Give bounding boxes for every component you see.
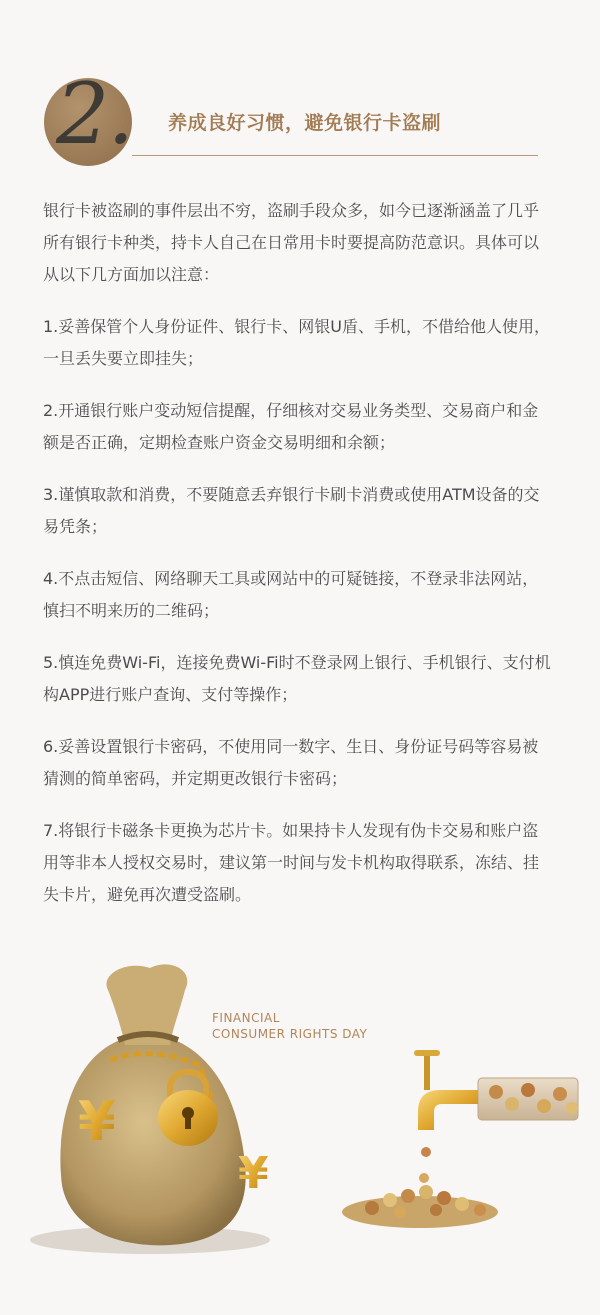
section-header: [0, 0, 600, 170]
section-title: 养成良好习惯，避免银行卡盗刷: [168, 112, 442, 134]
intro-paragraph: 银行卡被盗刷的事件层出不穷，盗刷手段众多，如今已逐渐涵盖了几乎所有银行卡种类，持卡人自己在日常用卡时要提高防范意识。具体可以从以下几方面加以注意：: [43, 201, 540, 284]
tip-3: 3.谨慎取款和消费，不要随意丢弃银行卡刷卡消费或使用ATM设备的交易凭条；: [43, 485, 540, 536]
section-number: 2.: [56, 65, 133, 163]
money-bag-illustration: [0, 955, 600, 1285]
small-yuan-icon: ¥: [238, 1148, 269, 1199]
tip-4: 4.不点击短信、网络聊天工具或网站中的可疑链接，不登录非法网站，慎扫不明来历的二维码；: [43, 569, 539, 620]
tip-5: 5.慎连免费Wi-Fi，连接免费Wi-Fi时不登录网上银行、手机银行、支付机构APP进行账户查询、支付等操作；: [43, 653, 551, 704]
title-divider: [132, 155, 538, 156]
falling-coin: [421, 1147, 431, 1157]
article-body: [43, 195, 553, 931]
caption-line-1: FINANCIAL: [212, 1011, 280, 1025]
tip-1: 1.妥善保管个人身份证件、银行卡、网银U盾、手机，不借给他人使用，一旦丢失要立即挂失；: [43, 317, 550, 368]
tip-6: 6.妥善设置银行卡密码，不使用同一数字、生日、身份证号码等容易被猜测的简单密码，并定期更改银行卡密码；: [43, 737, 539, 788]
tip-2: 2.开通银行账户变动短信提醒，仔细核对交易业务类型、交易商户和金额是否正确，定期检查账户资金交易明细和余额；: [43, 401, 539, 452]
falling-coin: [419, 1173, 429, 1183]
caption-line-2: CONSUMER RIGHTS DAY: [212, 1027, 368, 1041]
faucet-icon: [418, 1090, 478, 1130]
bag-yuan-icon: ¥: [78, 1090, 116, 1153]
tip-7: 7.将银行卡磁条卡更换为芯片卡。如果持卡人发现有伪卡交易和账户盗用等非本人授权交易时，建议第一时间与发卡机构取得联系，冻结、挂失卡片，避免再次遭受盗刷。: [43, 821, 540, 904]
